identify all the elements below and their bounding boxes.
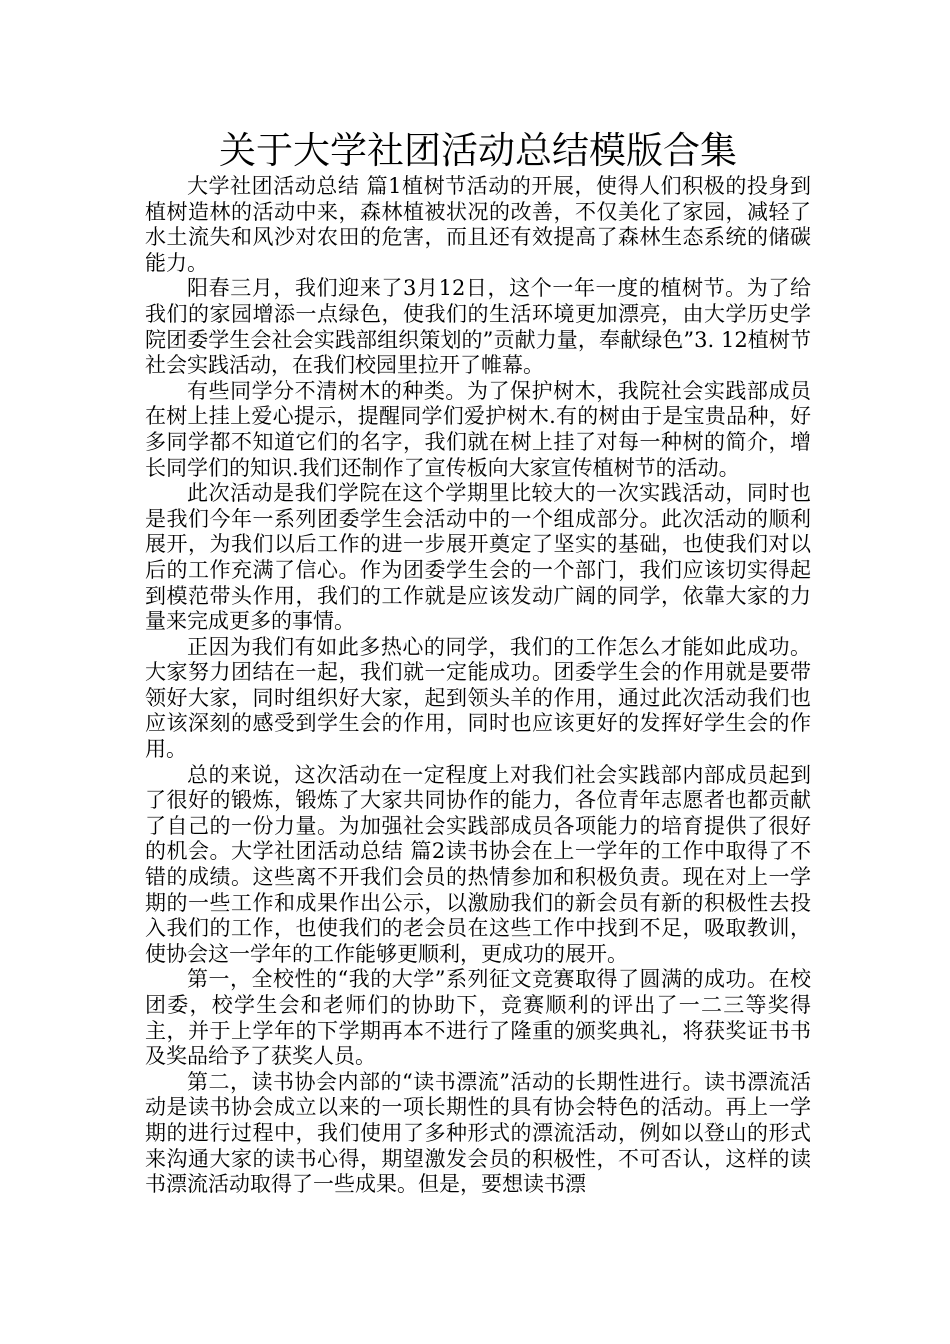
- paragraph: 有些同学分不清树木的种类。为了保护树木，我院社会实践部成员在树上挂上爱心提示，提醒同学们爱护树木.有的树由于是宝贵品种，好多同学都不知道它们的名字，我们就在树上挂了对每一种树的简介，增长同学们的知识.我们还制作了宣传板向大家宣传植树节的活动。: [145, 378, 811, 480]
- document-title: 关于大学社团活动总结模版合集: [219, 129, 737, 172]
- paragraph: 正因为我们有如此多热心的同学，我们的工作怎么才能如此成功。大家努力团结在一起，我们就一定能成功。团委学生会的作用就是要带领好大家，同时组织好大家，起到领头羊的作用，通过此次活动我们也应该深刻的感受到学生会的作用，同时也应该更好的发挥好学生会的作用。: [145, 634, 811, 762]
- paragraph: 第一，全校性的“我的大学”系列征文竞赛取得了圆满的成功。在校团委，校学生会和老师们的协助下，竞赛顺利的评出了一二三等奖得主，并于上学年的下学期再本不进行了隆重的颁奖典礼，将获奖证书书及奖品给予了获奖人员。: [145, 967, 811, 1069]
- paragraph: 阳春三月，我们迎来了3月12日，这个一年一度的植树节。为了给我们的家园增添一点绿色，使我们的生活环境更加漂亮，由大学历史学院团委学生会社会实践部组织策划的”贡献力量，奉献绿色”3. 12植树节社会实践活动，在我们校园里拉开了帷幕。: [145, 276, 811, 378]
- document-page: [145, 128, 811, 1198]
- paragraph: 大学社团活动总结 篇1植树节活动的开展，使得人们积极的投身到植树造林的活动中来，森林植被状况的改善，不仅美化了家园，减轻了水土流失和风沙对农田的危害，而且还有效提高了森林生态系统的储碳能力。: [145, 174, 811, 275]
- paragraph: 第二，读书协会内部的“读书漂流”活动的长期性进行。读书漂流活动是读书协会成立以来的一项长期性的具有协会特色的活动。再上一学期的进行过程中，我们使用了多种形式的漂流活动，例如以登山的形式来沟通大家的读书心得，期望激发会员的积极性，不可否认，这样的读书漂流活动取得了一些成果。但是，要想读书漂: [145, 1069, 811, 1197]
- paragraph: 此次活动是我们学院在这个学期里比较大的一次实践活动，同时也是我们今年一系列团委学生会活动中的一个组成部分。此次活动的顺利展开，为我们以后工作的进一步展开奠定了坚实的基础，也使我们对以后的工作充满了信心。作为团委学生会的一个部门，我们应该切实得起到模范带头作用，我们的工作就是应该发动广阔的同学，依靠大家的力量来完成更多的事情。: [145, 481, 811, 634]
- document-body: [145, 174, 811, 1198]
- paragraph: 总的来说，这次活动在一定程度上对我们社会实践部内部成员起到了很好的锻炼，锻炼了大家共同协作的能力，各位青年志愿者也都贡献了自己的一份力量。为加强社会实践部成员各项能力的培育提供了很好的机会。大学社团活动总结 篇2读书协会在上一学年的工作中取得了不错的成绩。这些离不开我们会员的热情参加和积极负责。现在对上一学期的一些工作和成果作出公示，以激励我们的新会员有新的积极性去投入我们的工作，也使我们的老会员在这些工作中找到不足，吸取教训，使协会这一学年的工作能够更顺利，更成功的展开。: [145, 762, 811, 966]
